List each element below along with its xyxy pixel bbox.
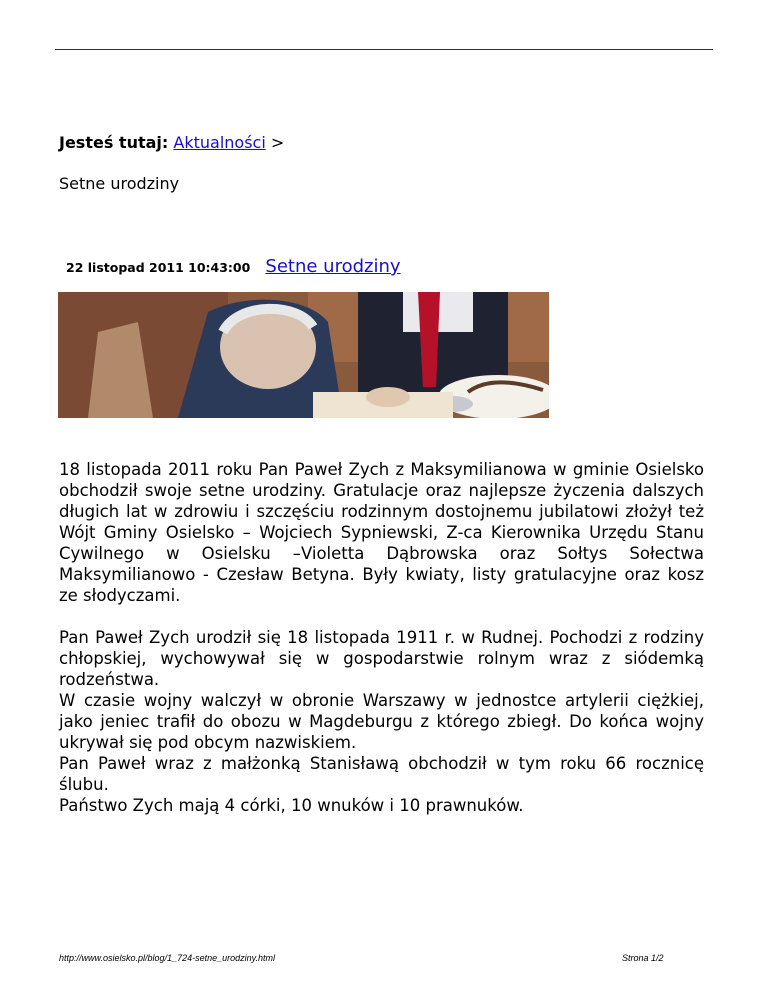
post-photo (58, 292, 549, 418)
post-date: 22 listopad 2011 10:43:00 (66, 260, 251, 275)
post-title-link[interactable]: Setne urodziny (265, 256, 401, 277)
post-paragraph: Pan Paweł Zych urodził się 18 listopada 1911 r. w Rudnej. Pochodzi z rodziny chłopskiej, wychowywał się w gospodarstwie rolnym wraz z siódemką rodzeństwa. (59, 628, 704, 689)
page-title: Setne urodziny (59, 174, 180, 193)
post-paragraph: W czasie wojny walczył w obronie Warszawy w jednostce artylerii ciężkiej, jako jeniec trafił do obozu w Magdeburgu z którego zbiegł. Do końca wojny ukrywał się pod obcym nazwiskiem. (59, 691, 704, 752)
header-rule (55, 49, 713, 50)
breadcrumb (59, 132, 284, 154)
post-body (59, 459, 704, 816)
breadcrumb-link-aktualnosci[interactable]: Aktualności (173, 133, 266, 152)
post-paragraph: Państwo Zych mają 4 córki, 10 wnuków i 10 prawnuków. (59, 796, 524, 815)
footer-url: http://www.osielsko.pl/blog/1_724-setne_urodziny.html (59, 953, 275, 963)
post-header (66, 256, 401, 277)
post-paragraph: Pan Paweł wraz z małżonką Stanisławą obchodził w tym roku 66 rocznicę ślubu. (59, 754, 704, 794)
page-number: Strona 1/2 (622, 953, 664, 963)
breadcrumb-separator: > (270, 133, 285, 152)
post-paragraph: 18 listopada 2011 roku Pan Paweł Zych z Maksymilianowa w gminie Osielsko obchodził swoje setne urodziny. Gratulacje oraz najlepsze życzenia dalszych długich lat w zdrowiu i szczęściu rodzinnym dostojnemu jubilatowi złożył też Wójt Gminy Osielsko – Wojciech Sypniewski, Z-ca Kierownika Urzędu Stanu Cywilnego w Osielsku –Violetta Dąbrowska oraz Sołtys Sołectwa Maksymilianowo - Czesław Betyna. Były kwiaty, listy gratulacyjne oraz kosz ze słodyczami. (59, 460, 704, 605)
breadcrumb-label: Jesteś tutaj: (59, 133, 169, 152)
